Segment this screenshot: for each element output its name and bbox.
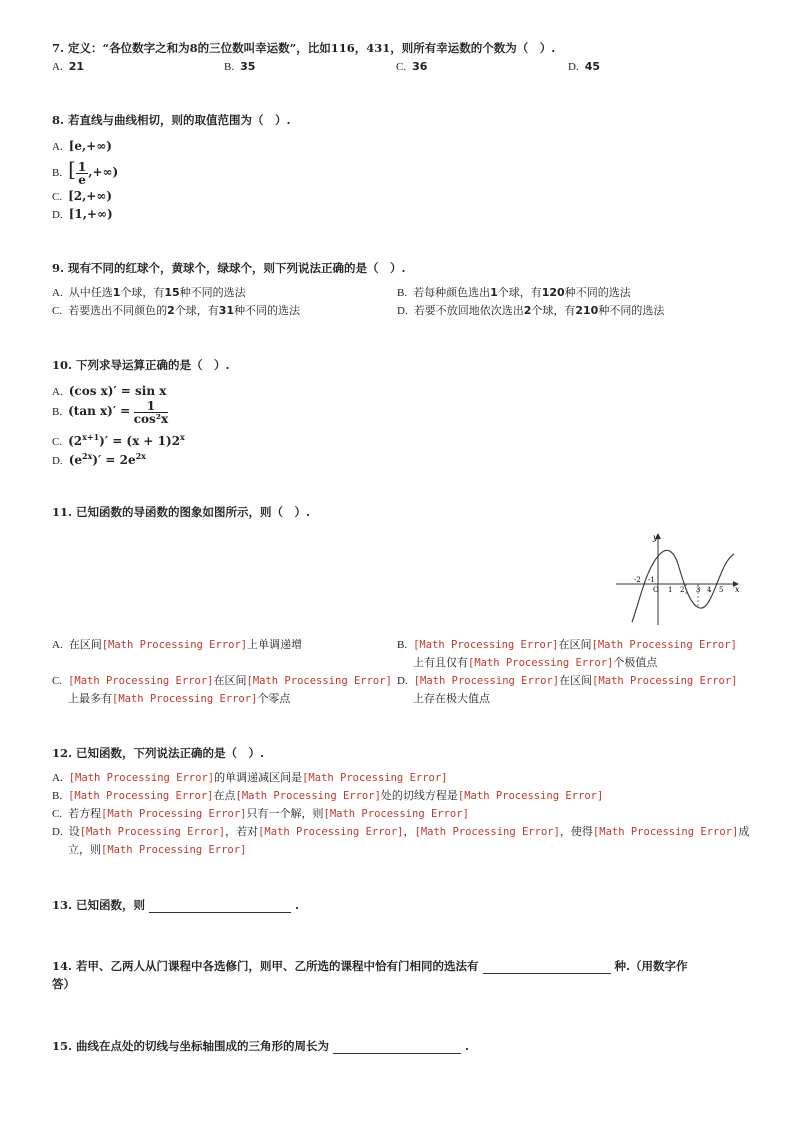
question-14-stem: 14. 若甲、乙两人从门课程中各选修门，则甲、乙所选的课程中恰有门相同的选法有 种.（用数字作 [52, 959, 688, 973]
question-13-stem: 13. 已知函数，则 . [52, 898, 300, 912]
tick-label: -2 [634, 576, 641, 584]
q12-option-d[interactable]: D. 设[Math Processing Error]，若对[Math Processing Error]，[Math Processing Error]，使得[Math Processing Error]成 [52, 825, 750, 838]
q8-option-a[interactable]: A. [e,+∞) [52, 139, 112, 153]
q7-option-b[interactable]: B. 35 [224, 60, 256, 73]
q12-option-d-line2: 立，则[Math Processing Error] [68, 843, 247, 856]
q9-option-d[interactable]: D. 若要不放回地依次选出2个球，有210种不同的选法 [397, 304, 665, 317]
q7-option-d[interactable]: D. 45 [568, 60, 601, 73]
tick-label: 5 [719, 586, 724, 594]
q10-option-d[interactable]: D. $(e^{2x})' = 2e^{2x}$ [52, 451, 146, 467]
tick-label: 1 [668, 586, 673, 594]
tick-label: -1 [648, 576, 655, 584]
question-7-stem: 7. 定义：“各位数字之和为8的三位数叫幸运数”，比如116，431，则所有幸运数的个数为（ ）. [52, 41, 556, 55]
q9-option-c[interactable]: C. 若要选出不同颜色的2个球，有31种不同的选法 [52, 304, 301, 317]
derivative-graph [614, 530, 744, 628]
question-9-stem: 9. 现有不同的红球个，黄球个，绿球个，则下列说法正确的是（ ）. [52, 261, 406, 275]
q11-option-c-line2: 上最多有[Math Processing Error]个零点 [68, 692, 291, 705]
question-15-stem: 15. 曲线在点处的切线与坐标轴围成的三角形的周长为 . [52, 1039, 470, 1053]
question-12-stem: 12. 已知函数，下列说法正确的是（ ）. [52, 746, 265, 760]
question-10-stem: 10. 下列求导运算正确的是（ ）. [52, 358, 230, 372]
x-axis-label: x [735, 585, 740, 594]
origin-label: O [653, 586, 659, 594]
q12-option-a[interactable]: A. [Math Processing Error]的单调递减区间是[Math Processing Error] [52, 771, 448, 784]
tick-label: 2 [680, 586, 685, 594]
q12-option-b[interactable]: B. [Math Processing Error]在点[Math Processing Error]处的切线方程是[Math Processing Error] [52, 789, 604, 802]
q11-option-d-line2: 上存在极大值点 [413, 692, 490, 705]
q12-option-c[interactable]: C. 若方程[Math Processing Error]只有一个解，则[Math Processing Error] [52, 807, 469, 820]
q13-answer-blank[interactable] [149, 899, 291, 913]
q11-option-b[interactable]: B. [Math Processing Error]在区间[Math Processing Error] [397, 638, 737, 651]
q10-option-c[interactable]: C. $(2^{x+1})' = (x + 1)2^x$ [52, 432, 185, 448]
q9-option-a[interactable]: A. 从中任选1个球，有15种不同的选法 [52, 286, 246, 299]
q7-option-c[interactable]: C. 36 [396, 60, 428, 73]
q10-option-b[interactable]: B. (tan x)′ = $\frac{1}{\text{cos²x}}$ [52, 398, 169, 426]
q11-option-b-line2: 上有且仅有[Math Processing Error]个极值点 [413, 656, 658, 669]
question-8-stem: 8. 若直线与曲线相切，则的取值范围为（ ）. [52, 113, 291, 127]
q11-option-c[interactable]: C. [Math Processing Error]在区间[Math Processing Error] [52, 674, 392, 687]
q11-option-a[interactable]: A. 在区间[Math Processing Error]上单调递增 [52, 638, 303, 651]
q8-option-b[interactable]: B. [ $\frac{1}{e}$ ,+∞) [52, 157, 119, 187]
q11-option-d[interactable]: D. [Math Processing Error]在区间[Math Processing Error] [397, 674, 738, 687]
q7-option-a[interactable]: A. 21 [52, 60, 85, 73]
q8-option-c[interactable]: C. [2,+∞) [52, 189, 113, 203]
q9-option-b[interactable]: B. 若每种颜色选出1个球，有120种不同的选法 [397, 286, 631, 299]
q14-answer-blank[interactable] [483, 960, 611, 974]
q15-answer-blank[interactable] [333, 1040, 461, 1054]
y-axis-label: y [653, 533, 658, 542]
q10-option-a[interactable]: A. (cos x)′ = sin x [52, 384, 167, 398]
question-11-stem: 11. 已知函数的导函数的图象如图所示，则（ ）. [52, 505, 311, 519]
tick-label: 3 [696, 586, 701, 594]
tick-label: 4 [707, 586, 712, 594]
question-14-stem-line2: 答） [52, 977, 75, 991]
q8-option-d[interactable]: D. [1,+∞) [52, 207, 113, 221]
